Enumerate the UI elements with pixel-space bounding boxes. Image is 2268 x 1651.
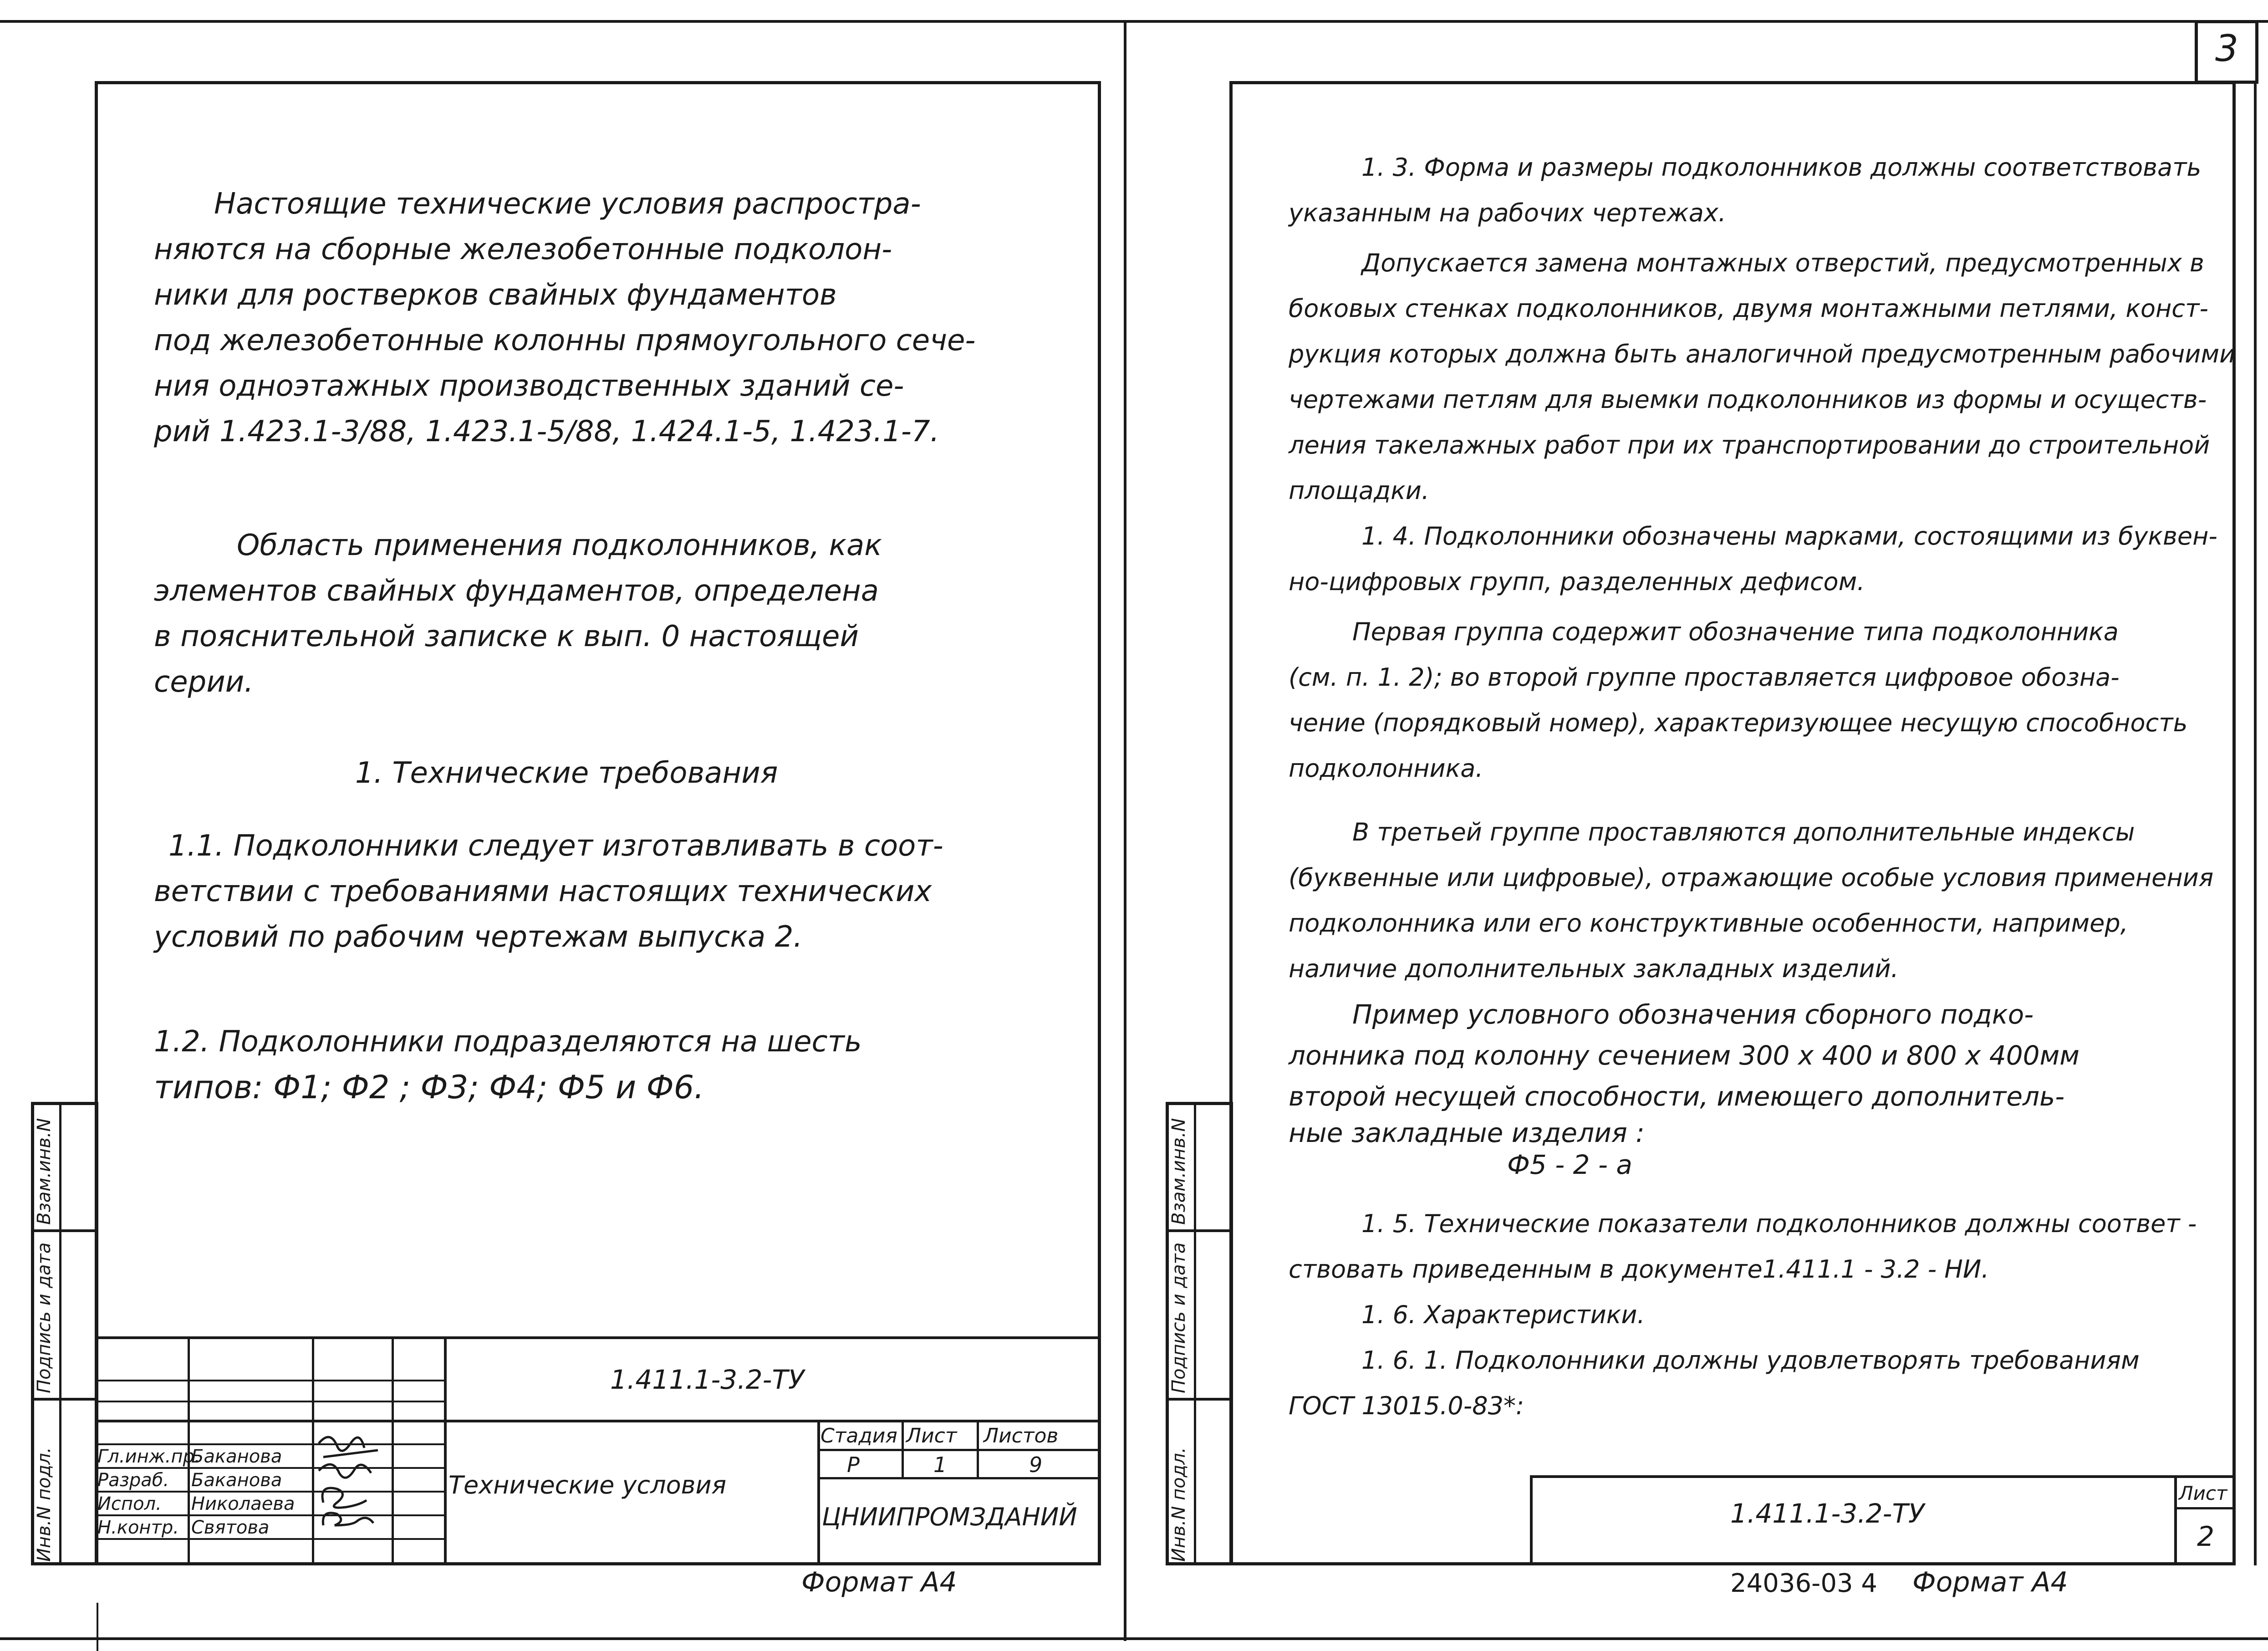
rtb-sheet-label: Лист [2179,1482,2227,1504]
crop-mark [97,1603,98,1651]
left-format-label: Формат А4 [801,1566,957,1598]
page-number: 3 [2215,27,2238,70]
tb-col-line [444,1336,447,1565]
tb-role: Разраб. [97,1470,169,1491]
body-line: 1. 5. Технические показатели подколонников должны соответ - [1361,1209,2197,1238]
tb-role: Гл.инж.пр. [97,1446,200,1467]
body-line: (см. п. 1. 2); во второй группе проставляется цифровое обозна- [1289,663,2120,692]
scope-line: Область применения подколонников, как [237,529,882,562]
body-line: 1. 4. Подколонники обозначены марками, состоящими из буквен- [1361,522,2217,550]
body-line: 1. 6. Характеристики. [1361,1300,1645,1329]
right-side-strip-divider [1166,1398,1233,1401]
scope-line: элементов свайных фундаментов, определена [154,574,879,608]
bottom-border-line [0,1637,2268,1640]
tb-name: Баканова [191,1446,282,1467]
tb-top-line [95,1336,1101,1339]
scope-line: в пояснительной записке к вып. 0 настоящей [154,620,859,653]
body-line: лонника под колонну сечением 300 х 400 и 800 х 400мм [1289,1040,2080,1071]
tb-sheet: 1 [933,1452,947,1477]
right-archive-number: 24036-03 4 [1730,1569,1878,1598]
rtb-col-line [2174,1475,2177,1565]
tb-row-line [817,1477,1101,1479]
body-line: площадки. [1289,476,1430,505]
tb-name: Баканова [191,1470,282,1491]
tb-sheet-header: Лист [906,1424,957,1447]
tb-organization: ЦНИИПРОМЗДАНИЙ [822,1503,1077,1531]
tb-col-line [817,1420,820,1565]
body-line: ГОСТ 13015.0-83*: [1289,1391,1524,1420]
tb-sheets: 9 [1029,1452,1043,1477]
tb-stage: Р [847,1452,860,1477]
right-side-label-podpis: Подпись и дата [1168,1242,1189,1393]
tb-name: Николаева [191,1493,295,1514]
rtb-top-line [1530,1475,2236,1478]
rtb-left-line [1530,1475,1533,1565]
top-border-line [0,20,2268,23]
right-sheet-outer-edge [2254,81,2257,1565]
tb-signatures [314,1425,437,1562]
center-divider-line [1124,20,1126,1641]
body-line: Допускается замена монтажных отверстий, предусмотренных в [1361,249,2204,277]
p12-line: типов: Ф1; Ф2 ; Ф3; Ф4; Ф5 и Ф6. [154,1069,704,1106]
tb-name: Святова [191,1517,270,1538]
body-line: чение (порядковый номер), характеризующее несущую способность [1289,708,2188,737]
left-side-label-inv: Инв.N подл. [34,1447,55,1562]
body-line: подколонника. [1289,754,1483,783]
body-line: В третьей группе проставляются дополнительные индексы [1352,818,2135,846]
right-side-label-vzam: Взам.инв.N [1168,1118,1189,1225]
right-side-strip-divider [1166,1229,1233,1232]
right-format-label: Формат А4 [1912,1566,2068,1598]
body-line: указанным на рабочих чертежах. [1289,199,1726,227]
rtb-designation: 1.411.1-3.2-ТУ [1730,1498,1925,1529]
rtb-sheet-no: 2 [2197,1521,2215,1553]
tb-col-line [902,1420,904,1478]
intro-line: рий 1.423.1-3/88, 1.423.1-5/88, 1.424.1-5, 1.423.1-7. [154,415,939,448]
tb-doc-name: Технические условия [449,1471,727,1499]
tb-row-line [817,1449,1101,1451]
body-line: ствовать приведенным в документе1.411.1 - 3.2 - НИ. [1289,1255,1989,1284]
intro-line: под железобетонные колонны прямоугольного сече- [154,324,976,357]
body-line: второй несущей способности, имеющего дополнитель- [1289,1081,2065,1112]
body-line: рукция которых должна быть аналогичной предусмотренным рабочими [1289,340,2236,368]
intro-line: няются на сборные железобетонные подколон- [154,233,892,266]
intro-line: ния одноэтажных производственных зданий се- [154,369,904,403]
body-line: Ф5 - 2 - а [1507,1149,1632,1180]
left-side-strip-divider [31,1229,98,1232]
rtb-row-line [2174,1507,2236,1509]
intro-line: Настоящие технические условия распростра- [214,187,921,221]
left-side-strip-inner-line [59,1102,61,1565]
body-line: но-цифровых групп, разделенных дефисом. [1289,567,1865,596]
left-side-strip-divider [31,1398,98,1401]
body-line: подколонника или его конструктивные особенности, например, [1289,909,2128,938]
tb-designation: 1.411.1-3.2-ТУ [610,1364,805,1395]
body-line: боковых стенках подколонников, двумя монтажными петлями, конст- [1289,294,2208,323]
section-title: 1. Технические требования [355,756,778,790]
body-line: наличие дополнительных закладных изделий. [1289,954,1899,983]
right-side-strip-inner-line [1194,1102,1196,1565]
body-line: ные закладные изделия : [1289,1117,1645,1148]
left-side-label-vzam: Взам.инв.N [34,1118,55,1225]
body-line: чертежами петлям для выемки подколонников из формы и осуществ- [1289,385,2207,414]
intro-line: ники для ростверков свайных фундаментов [154,278,837,312]
body-line: ления такелажных работ при их транспортировании до строительной [1289,431,2210,459]
scope-line: серии. [154,665,254,699]
tb-col-line [977,1420,979,1478]
body-line: Первая группа содержит обозначение типа подколонника [1352,617,2119,646]
left-side-label-podpis: Подпись и дата [34,1242,55,1393]
p11-line: условий по рабочим чертежам выпуска 2. [154,920,803,954]
body-line: 1. 6. 1. Подколонники должны удовлетворять требованиям [1361,1346,2140,1375]
p11-line: 1.1. Подколонники следует изготавливать в соот- [168,829,943,863]
tb-role: Испол. [97,1493,162,1514]
tb-sheets-header: Листов [984,1424,1059,1447]
p11-line: ветствии с требованиями настоящих технических [154,875,932,908]
tb-role: Н.контр. [97,1517,179,1538]
body-line: Пример условного обозначения сборного подко- [1352,999,2034,1030]
tb-stage-header: Стадия [821,1424,897,1447]
tb-row-line [95,1420,1101,1422]
body-line: 1. 3. Форма и размеры подколонников должны соответствовать [1361,153,2202,182]
p12-line: 1.2. Подколонники подразделяются на шесть [154,1025,862,1059]
right-side-label-inv: Инв.N подл. [1168,1447,1189,1562]
body-line: (буквенные или цифровые), отражающие особые условия применения [1289,863,2214,892]
